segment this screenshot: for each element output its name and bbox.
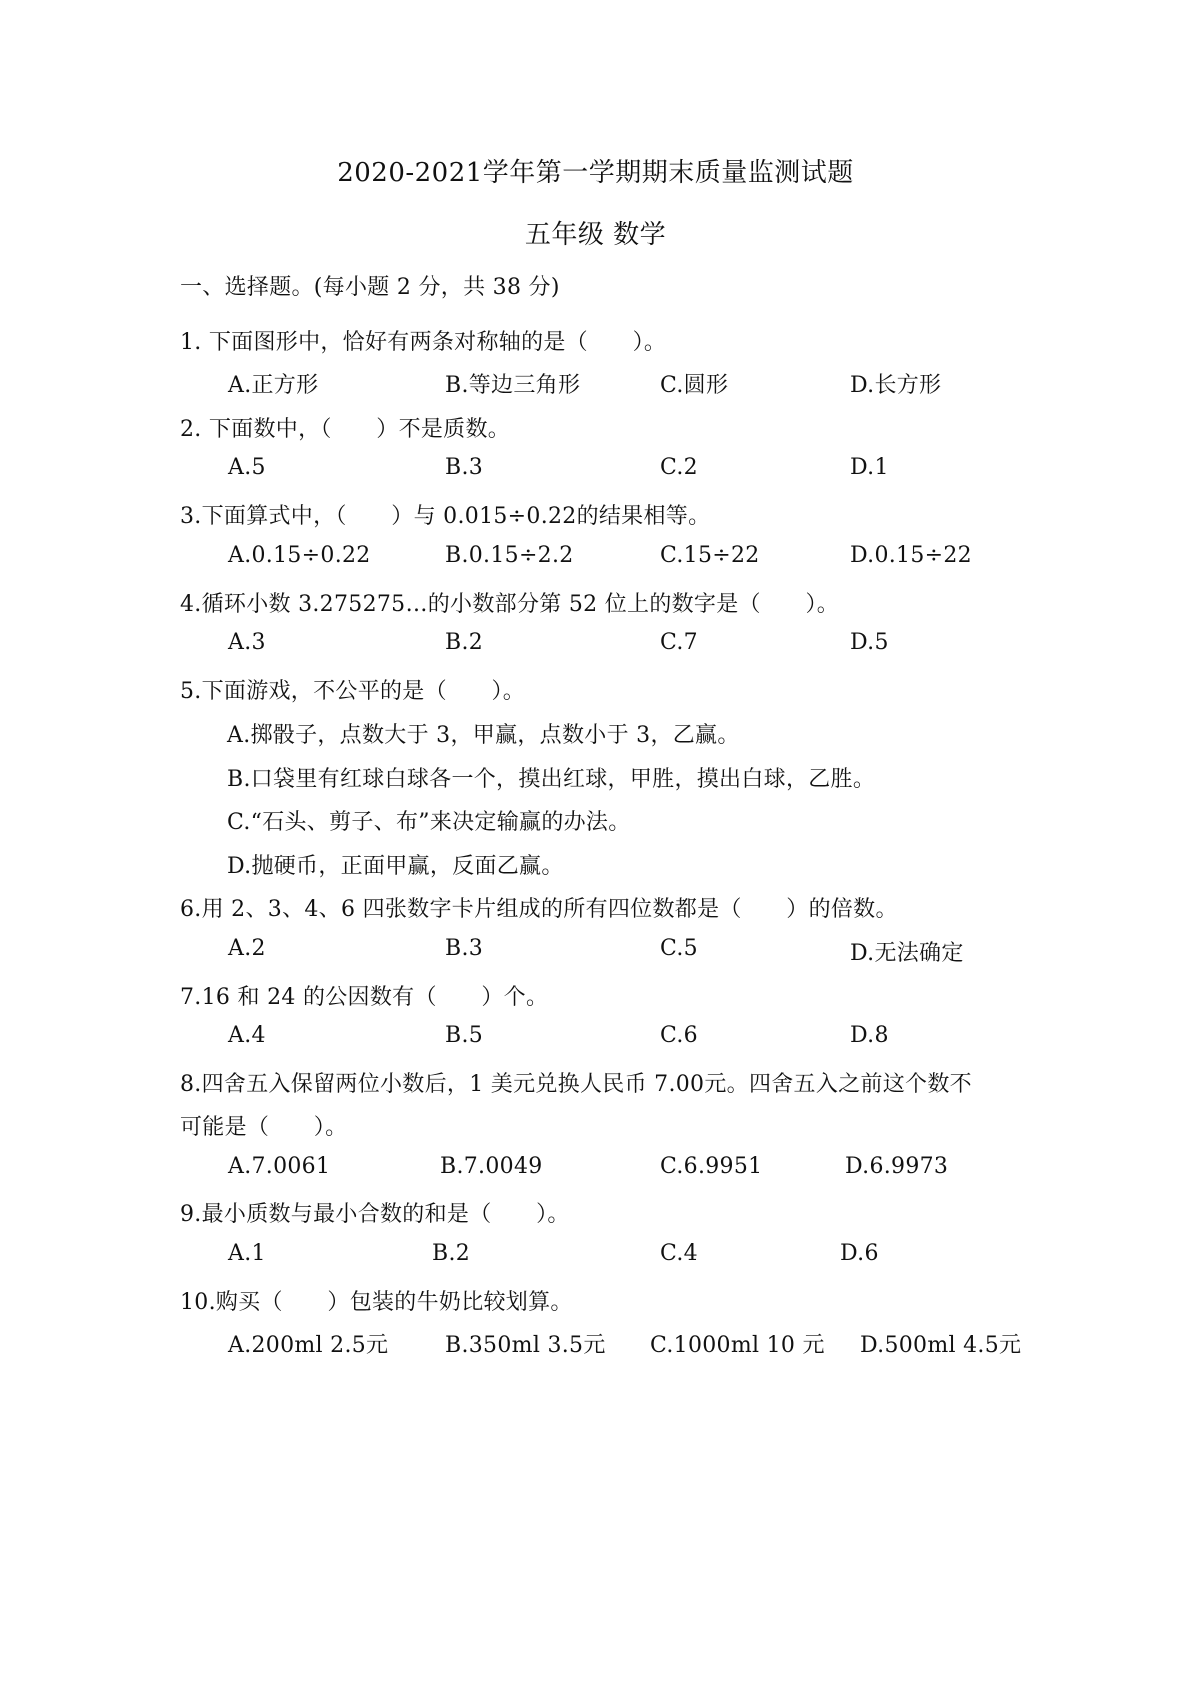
- question-1-option-c: C.圆形: [660, 373, 729, 398]
- question-9-option-a: A.1: [228, 1241, 266, 1266]
- question-5-option-d: D.抛硬币，正面甲赢，反面乙赢。: [227, 854, 564, 879]
- question-5-option-a: A.掷骰子，点数大于 3，甲赢，点数小于 3，乙赢。: [227, 723, 740, 748]
- question-8-option-c: C.6.9951: [660, 1154, 763, 1179]
- section-heading: 一、选择题。(每小题 2 分，共 38 分): [180, 275, 560, 300]
- question-10-stem: 10.购买（ ）包装的牛奶比较划算。: [180, 1290, 573, 1315]
- question-9-stem: 9.最小质数与最小合数的和是（ ）。: [180, 1202, 570, 1227]
- question-2-option-b: B.3: [445, 455, 484, 480]
- question-4-option-a: A.3: [228, 630, 266, 655]
- question-7-option-d: D.8: [850, 1023, 889, 1048]
- question-6-option-a: A.2: [228, 936, 266, 961]
- question-4-option-d: D.5: [850, 630, 889, 655]
- question-4-stem: 4.循环小数 3.275275…的小数部分第 52 位上的数字是（ ）。: [180, 592, 840, 617]
- question-4-option-b: B.2: [445, 630, 484, 655]
- question-2-stem: 2. 下面数中，（ ）不是质数。: [180, 417, 511, 442]
- question-7-option-a: A.4: [228, 1023, 266, 1048]
- question-4-option-c: C.7: [660, 630, 698, 655]
- question-6-option-b: B.3: [445, 936, 484, 961]
- question-7-option-c: C.6: [660, 1023, 698, 1048]
- question-9-option-b: B.2: [432, 1241, 471, 1266]
- question-8-stem-continued: 可能是（ ）。: [180, 1115, 348, 1140]
- question-8-option-d: D.6.9973: [845, 1154, 949, 1179]
- question-2-option-c: C.2: [660, 455, 698, 480]
- question-10-option-c: C.1000ml 10 元: [650, 1333, 825, 1358]
- exam-subtitle: 五年级 数学: [524, 220, 667, 250]
- question-7-option-b: B.5: [445, 1023, 484, 1048]
- question-5-option-b: B.口袋里有红球白球各一个，摸出红球，甲胜，摸出白球，乙胜。: [227, 767, 876, 792]
- question-3-option-b: B.0.15÷2.2: [445, 543, 574, 568]
- question-8-option-b: B.7.0049: [440, 1154, 543, 1179]
- question-1-option-d: D.长方形: [850, 373, 942, 398]
- question-9-option-c: C.4: [660, 1241, 698, 1266]
- question-8-option-a: A.7.0061: [228, 1154, 331, 1179]
- question-3-option-d: D.0.15÷22: [850, 543, 972, 568]
- question-1-stem: 1. 下面图形中，恰好有两条对称轴的是（ ）。: [180, 330, 667, 355]
- question-7-stem: 7.16 和 24 的公因数有（ ）个。: [180, 985, 549, 1010]
- question-1-option-b: B.等边三角形: [445, 373, 581, 398]
- question-6-option-d: D.无法确定: [850, 941, 964, 966]
- question-10-option-b: B.350ml 3.5元: [445, 1333, 606, 1358]
- question-10-option-d: D.500ml 4.5元: [860, 1333, 1022, 1358]
- question-5-stem: 5.下面游戏，不公平的是（ ）。: [180, 679, 526, 704]
- question-5-option-c: C.“石头、剪子、布”来决定输赢的办法。: [227, 810, 631, 835]
- question-6-option-c: C.5: [660, 936, 698, 961]
- question-3-option-a: A.0.15÷0.22: [228, 543, 371, 568]
- question-9-option-d: D.6: [840, 1241, 879, 1266]
- question-1-option-a: A.正方形: [228, 373, 319, 398]
- question-8-stem: 8.四舍五入保留两位小数后，1 美元兑换人民币 7.00元。四舍五入之前这个数不: [180, 1072, 972, 1097]
- question-3-option-c: C.15÷22: [660, 543, 760, 568]
- question-2-option-a: A.5: [228, 455, 266, 480]
- question-3-stem: 3.下面算式中，（ ）与 0.015÷0.22的结果相等。: [180, 504, 711, 529]
- question-2-option-d: D.1: [850, 455, 889, 480]
- question-6-stem: 6.用 2、3、4、6 四张数字卡片组成的所有四位数都是（ ）的倍数。: [180, 897, 898, 922]
- exam-title: 2020-2021学年第一学期期末质量监测试题: [337, 158, 854, 188]
- question-10-option-a: A.200ml 2.5元: [228, 1333, 389, 1358]
